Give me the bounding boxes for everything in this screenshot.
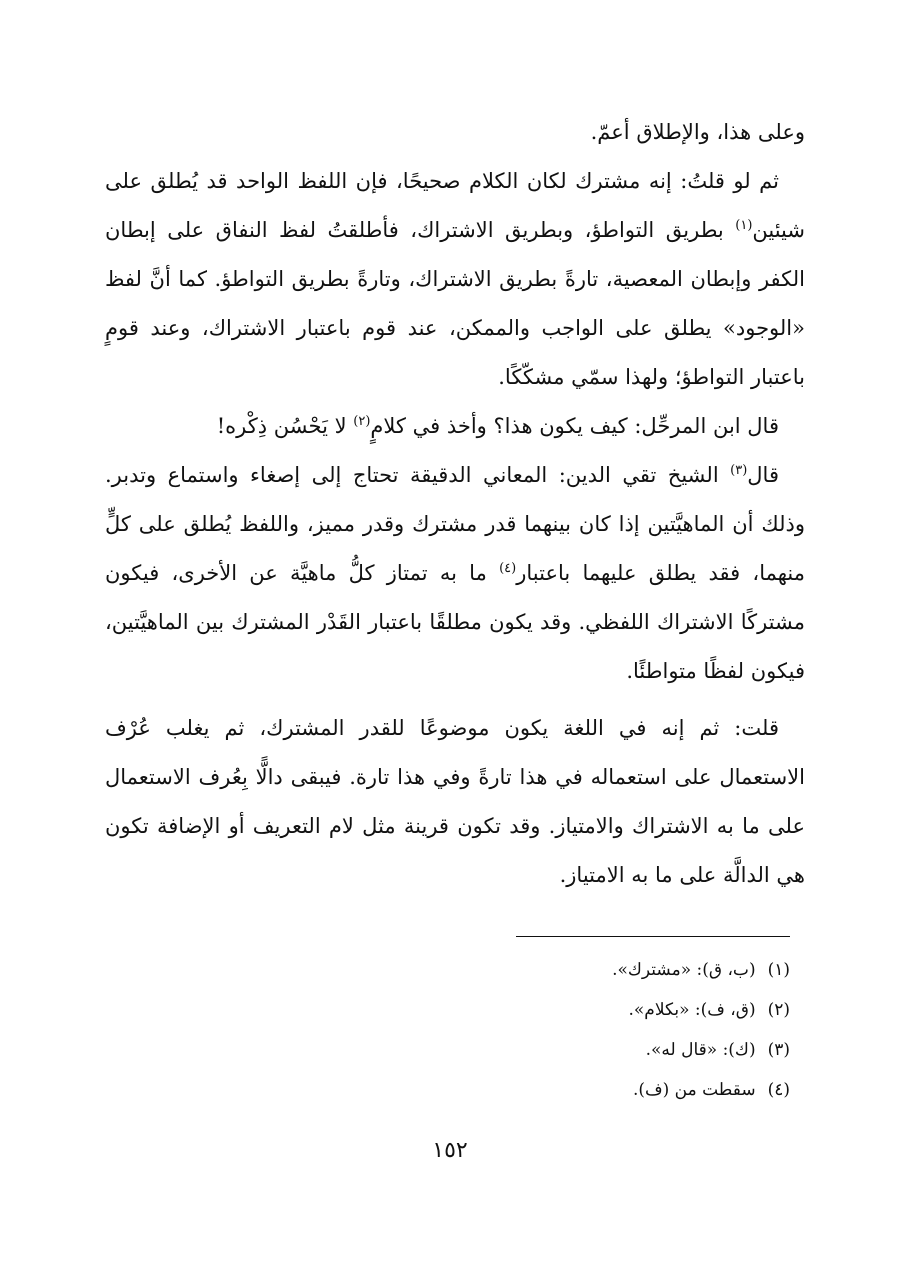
footnote-text: سقطت من (ف). [632, 1080, 756, 1100]
paragraph-3-text-cont: لا يَحْسُن ذِكْره! [216, 414, 347, 438]
footnote-item [370, 1070, 790, 1110]
footnote-number: (١) [767, 960, 790, 980]
paragraph-4-text: قال [747, 463, 779, 487]
footnote-text: (ب، ق): «مشترك». [612, 960, 756, 980]
paragraph-5-text: قلت: ثم إنه في اللغة يكون موضوعًا للقدر المشترك، ثم يغلب عُرْف الاستعمال على استعماله في هذا تارةً وفي هذا تارة. فيبقى دالًّا بِعُرف الاستعمال على ما به الاشتراك والامتياز. وقد تكون قرينة مثل لام التعريف أو الإضافة تكون هي الدالَّة على ما به الامتياز. [105, 716, 805, 887]
paragraph-1 [105, 108, 805, 157]
footnote-ref-1[interactable]: (١) [735, 218, 753, 233]
main-text [105, 108, 805, 900]
paragraph-2-text: ثم لو قلتُ: إنه مشترك لكان الكلام صحيحًا، فإن اللفظ الواحد قد يُطلق على شيئين [105, 169, 805, 242]
footnote-text: (ق، ف): «بكلام». [628, 1000, 756, 1020]
footnotes-list [370, 950, 790, 1110]
footnote-number: (٢) [767, 1000, 790, 1020]
footnote-ref-2[interactable]: (٢) [353, 414, 371, 429]
paragraph-1-text: وعلى هذا، والإطلاق أعمّ. [590, 120, 805, 144]
paragraph-5 [105, 704, 805, 900]
footnote-separator [516, 936, 790, 937]
paragraph-4 [105, 451, 805, 696]
paragraph-3 [105, 402, 805, 451]
paragraph-4-text-end: ما به تمتاز كلُّ ماهيَّة عن الأخرى، فيكون مشتركًا الاشتراك اللفظي. وقد يكون مطلقًا باعتبار القَدْر المشترك بين الماهيَّتين، فيكون لفظًا متواطئًا. [105, 561, 805, 683]
footnote-text: (ك): «قال له». [645, 1040, 756, 1060]
page-number: ١٥٢ [432, 1138, 468, 1163]
paragraph-3-text: قال ابن المرحِّل: كيف يكون هذا؟ وأخذ في كلامٍ [370, 414, 779, 438]
footnote-number: (٤) [767, 1080, 790, 1100]
paragraph-4-text-cont: الشيخ تقي الدين: المعاني الدقيقة تحتاج إلى إصغاء واستماع وتدبر. وذلك أن الماهيَّتين إذا كان بينهما قدر مشترك وقدر مميز، واللفظ يُطلق على كلٍّ منهما، فقد يطلق عليهما باعتبار [105, 463, 806, 585]
footnote-item [370, 990, 790, 1030]
footnote-ref-4[interactable]: (٤) [499, 561, 517, 576]
paragraph-2 [105, 157, 805, 402]
footnote-number: (٣) [767, 1040, 790, 1060]
footnote-item [370, 1030, 790, 1070]
footnote-ref-3[interactable]: (٣) [730, 463, 748, 478]
footnote-item [370, 950, 790, 990]
paragraph-2-text-cont: بطريق التواطؤ، وبطريق الاشتراك، فأطلقتُ لفظ النفاق على إبطان الكفر وإبطان المعصية، تارةً بطريق الاشتراك، وتارةً بطريق التواطؤ. كما أنَّ لفظ «الوجود» يطلق على الواجب والممكن، عند قوم باعتبار الاشتراك، وعند قومٍ باعتبار التواطؤ؛ ولهذا سمّي مشكّكًا. [105, 218, 805, 389]
